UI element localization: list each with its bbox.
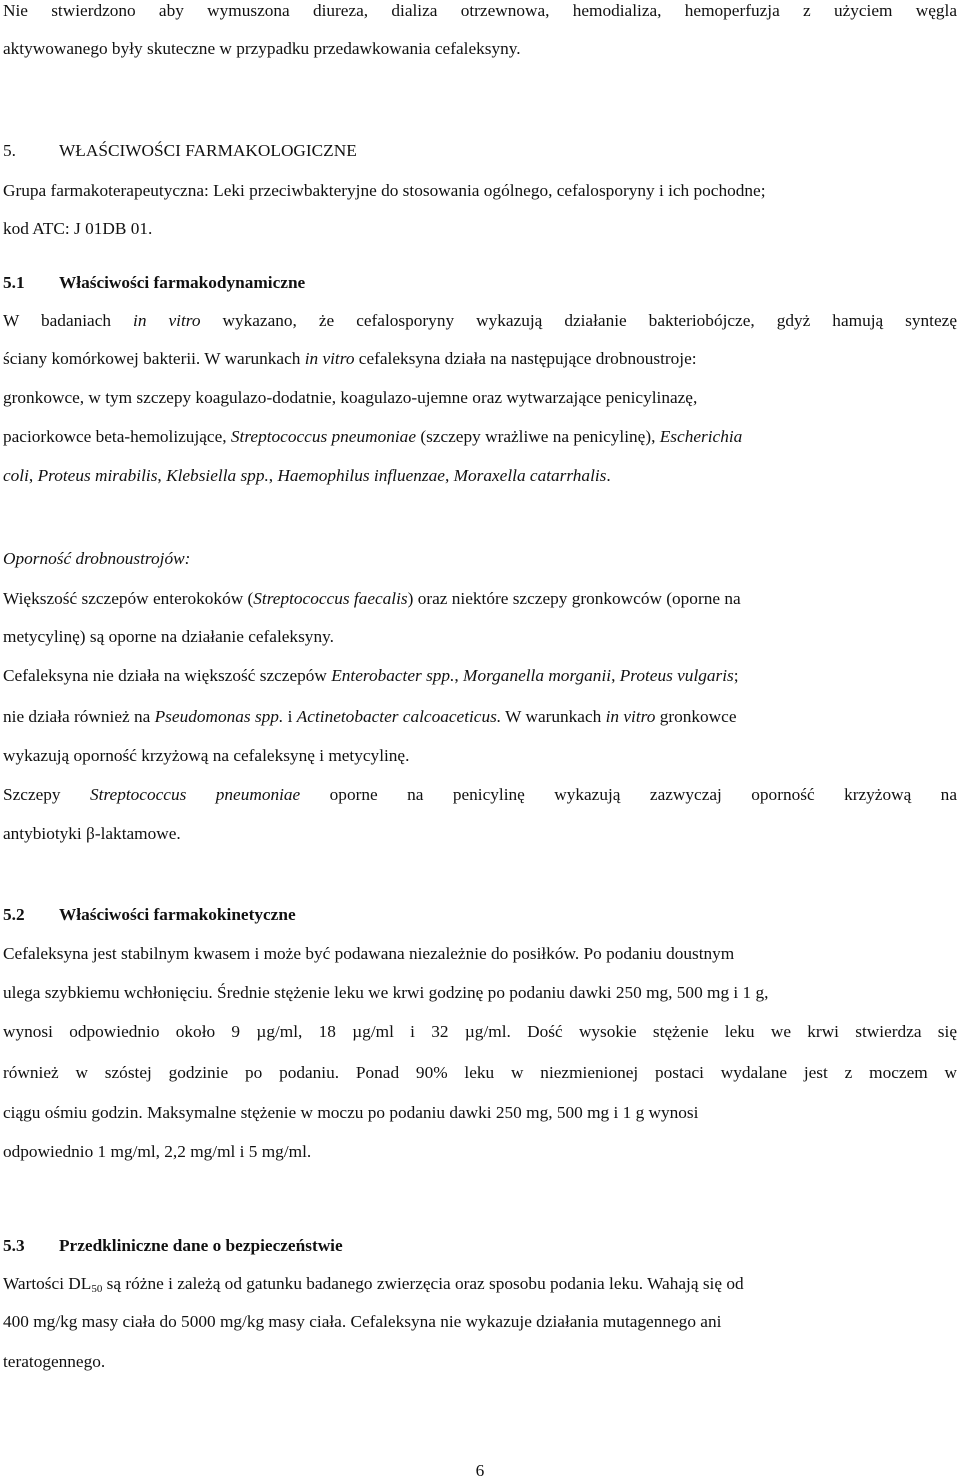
text-run: . [606, 466, 611, 485]
section-5-2-heading [3, 904, 296, 926]
s53-line-1 [3, 1273, 744, 1300]
text-run: Cefaleksyna nie działa na większość szczepów [3, 666, 332, 685]
text-run-italic: in vitro [304, 349, 355, 368]
text-run: Wartości DL [3, 1274, 92, 1293]
s52-line-4: również w szóstej godzinie po podaniu. Ponad 90% leku w niezmienionej postaci wydalane jest z moczem w [3, 1063, 957, 1082]
section-5-1-number: 5.1 [3, 273, 25, 292]
text-run: są różne i zależą od gatunku badanego zwierzęcia oraz sposobu podania leku. Wahają się od [102, 1274, 744, 1293]
page-number: 6 [475, 1461, 485, 1480]
section-5-1-title: Właściwości farmakodynamiczne [59, 273, 306, 292]
text-run: ) oraz niektóre szczepy gronkowców (oporne na [407, 589, 741, 608]
resistance-line-7: antybiotyki β-laktamowe. [3, 824, 181, 843]
intro-line-1: Nie stwierdzono aby wymuszona diureza, dializa otrzewnowa, hemodializa, hemoperfuzja z użyciem węgla [3, 1, 957, 20]
text-run: W warunkach [501, 707, 606, 726]
resistance-line-3 [3, 665, 739, 687]
s51-line-2 [3, 348, 697, 370]
text-run-italic: coli [3, 466, 29, 485]
text-run: , [268, 466, 278, 485]
text-run: gronkowce [655, 707, 737, 726]
text-run: nie działa również na [3, 707, 155, 726]
text-run: W badaniach [3, 311, 134, 330]
text-run: oporne na penicylinę wykazują zazwyczaj oporność krzyżową na [300, 785, 957, 804]
text-run: , [611, 666, 620, 685]
text-run-italic: Enterobacter spp. [331, 666, 455, 685]
text-run-italic: Actinetobacter calcoaceticus. [296, 707, 502, 726]
text-run: paciorkowce beta-hemolizujące, [3, 427, 231, 446]
section-5-line-2: kod ATC: J 01DB 01. [3, 219, 153, 238]
resistance-line-6 [3, 784, 957, 806]
text-run-italic: Moraxella catarrhalis [453, 466, 607, 485]
section-5-line-1: Grupa farmakoterapeutyczna: Leki przeciwbakteryjne do stosowania ogólnego, cefalosporyny i ich pochodne; [3, 181, 766, 200]
section-5-heading [3, 140, 357, 162]
text-run-italic: Proteus vulgaris [619, 666, 734, 685]
section-5-3-title: Przedkliniczne dane o bezpieczeństwie [59, 1236, 343, 1255]
section-5-2-title: Właściwości farmakokinetyczne [59, 905, 296, 924]
text-run-italic: Pseudomonas spp. [154, 707, 284, 726]
text-run: ; [733, 666, 739, 685]
text-run: (szczepy wrażliwe na penicylinę), [416, 427, 660, 446]
text-run-italic: Streptococcus pneumoniae [90, 785, 301, 804]
text-run: , [454, 666, 464, 685]
s51-line-5 [3, 465, 611, 487]
s52-line-6: odpowiednio 1 mg/ml, 2,2 mg/ml i 5 mg/ml. [3, 1142, 312, 1161]
s53-line-2: 400 mg/kg masy ciała do 5000 mg/kg masy ciała. Cefaleksyna nie wykazuje działania mutagennego ani [3, 1312, 722, 1331]
resistance-line-4 [3, 706, 737, 728]
section-5-2-number: 5.2 [3, 905, 25, 924]
text-run-italic: Klebsiella spp. [166, 466, 269, 485]
s51-line-1 [3, 310, 957, 332]
resistance-heading: Oporność drobnoustrojów: [3, 549, 191, 568]
s52-line-2: ulega szybkiemu wchłonięciu. Średnie stężenie leku we krwi godzinę po podaniu dawki 250 mg, 500 mg i 1 g, [3, 983, 769, 1002]
text-run-italic: in vitro [605, 707, 656, 726]
text-run: cefaleksyna działa na następujące drobnoustroje: [354, 349, 697, 368]
text-run: wykazano, że cefalosporyny wykazują działanie bakteriobójcze, gdyż hamują syntezę [200, 311, 957, 330]
text-run: ściany komórkowej bakterii. W warunkach [3, 349, 305, 368]
text-run-italic: Morganella morganii [463, 666, 612, 685]
text-run-italic: Streptococcus faecalis [253, 589, 408, 608]
text-run: , [444, 466, 454, 485]
s52-line-1: Cefaleksyna jest stabilnym kwasem i może być podawana niezależnie do posiłków. Po podaniu doustnym [3, 944, 735, 963]
text-run: , [28, 466, 38, 485]
resistance-line-5: wykazują oporność krzyżową na cefaleksynę i metycylinę. [3, 746, 410, 765]
section-5-3-number: 5.3 [3, 1236, 25, 1255]
text-run-italic: in vitro [133, 311, 201, 330]
text-run-italic: Proteus mirabilis [37, 466, 158, 485]
text-run-italic: Haemophilus influenzae [277, 466, 445, 485]
s53-line-3: teratogennego. [3, 1352, 106, 1371]
section-5-number: 5. [3, 141, 16, 160]
s51-line-4 [3, 426, 742, 448]
text-run-italic: Streptococcus pneumoniae [230, 427, 416, 446]
resistance-line-1 [3, 588, 741, 610]
s52-line-5: ciągu ośmiu godzin. Maksymalne stężenie w moczu po podaniu dawki 250 mg, 500 mg i 1 g wynosi [3, 1103, 699, 1122]
s52-line-3: wynosi odpowiednio około 9 µg/ml, 18 µg/ml i 32 µg/ml. Dość wysokie stężenie leku we krwi stwierdza się [3, 1022, 957, 1041]
text-run: , [157, 466, 167, 485]
text-run-italic: Escherichia [659, 427, 743, 446]
section-5-1-heading [3, 272, 305, 294]
subscript: 50 [91, 1283, 103, 1295]
text-run: i [283, 707, 297, 726]
text-run: Większość szczepów enterokoków ( [3, 589, 254, 608]
section-5-title: WŁAŚCIWOŚCI FARMAKOLOGICZNE [59, 141, 357, 160]
s51-line-3: gronkowce, w tym szczepy koagulazo-dodatnie, koagulazo-ujemne oraz wytwarzające penicylinazę, [3, 388, 698, 407]
intro-line-2: aktywowanego były skuteczne w przypadku przedawkowania cefaleksyny. [3, 39, 521, 58]
text-run: Szczepy [3, 785, 91, 804]
section-5-3-heading [3, 1235, 343, 1257]
resistance-line-2: metycylinę) są oporne na działanie cefaleksyny. [3, 627, 334, 646]
